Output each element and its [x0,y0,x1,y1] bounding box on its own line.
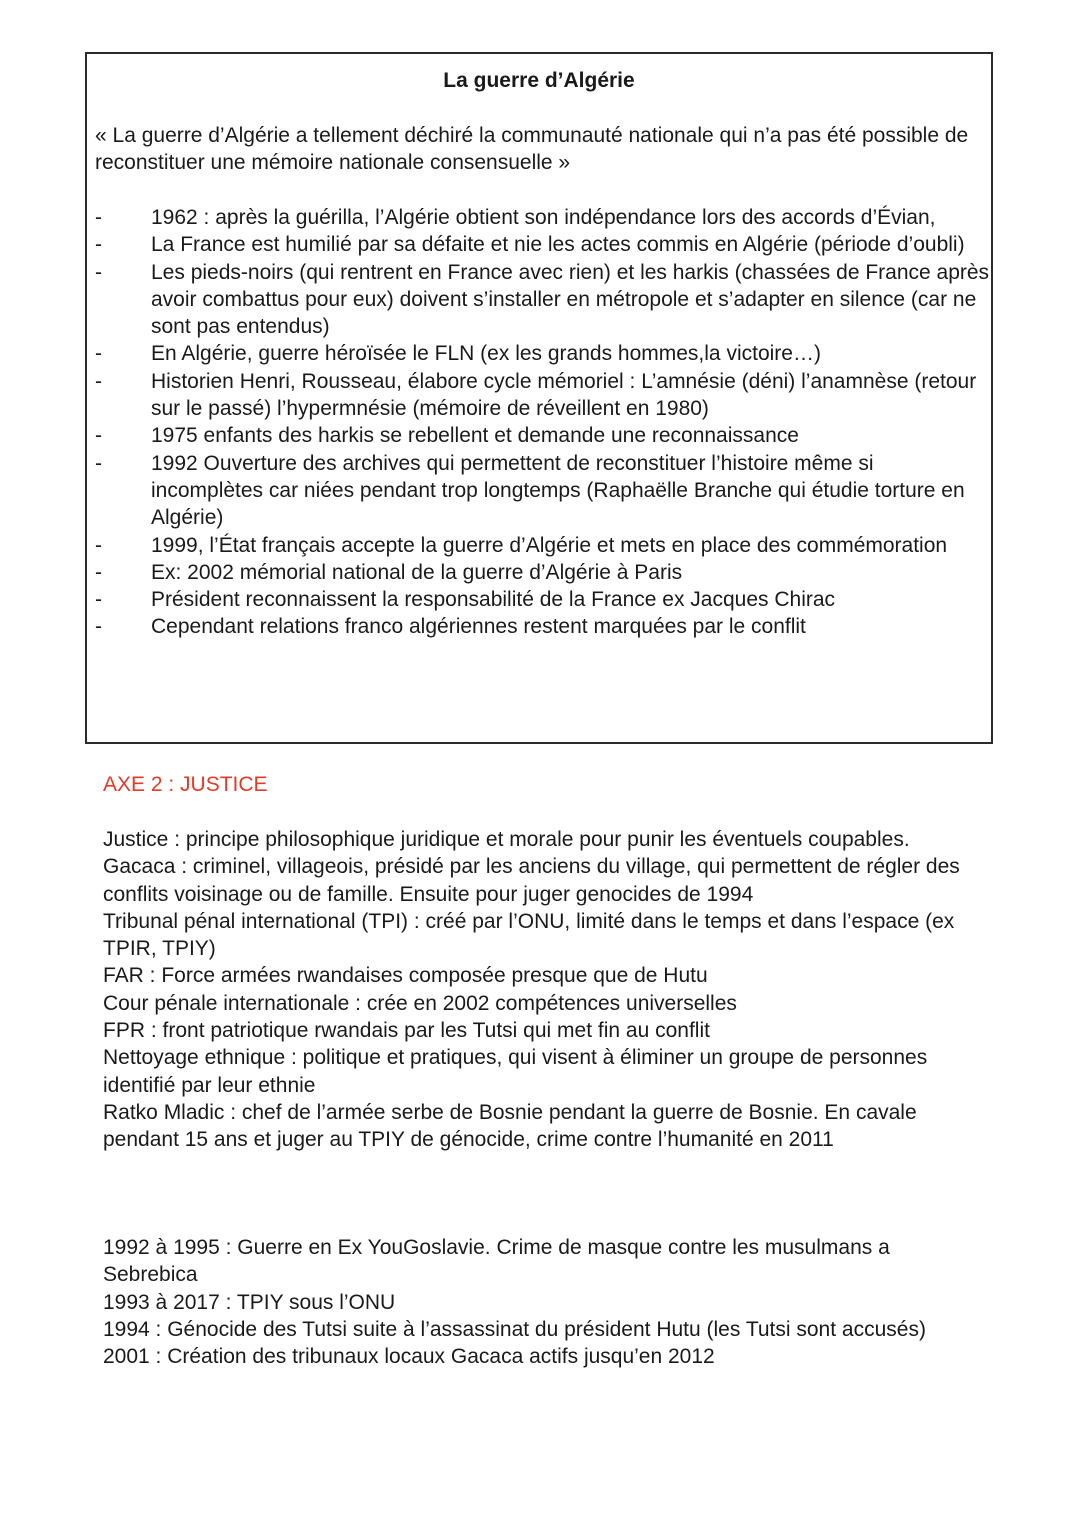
bullet-text: 1999, l’État français accepte la guerre d’Algérie et mets en place des commémoration [151,533,948,557]
bullet-item [95,368,990,423]
definition-item: Gacaca : criminel, villageois, présidé par les anciens du village, qui permettent de régler des conflits voisinage ou de famille. Ensuite pour juger genocides de 1994 [103,855,960,906]
bullet-item [95,559,990,586]
definition-item: Cour pénale internationale : crée en 2002 compétences universelles [103,991,737,1015]
bullet-item [95,259,990,341]
bullet-text: En Algérie, guerre héroïsée le FLN (ex les grands hommes,la victoire…) [151,342,821,366]
bullet-dash: - [95,533,102,557]
definition-item: Nettoyage ethnique : politique et pratiques, qui visent à éliminer un groupe de personnes identifié par leur ethnie [103,1046,928,1097]
bullet-text: 1975 enfants des harkis se rebellent et demande une reconnaissance [151,424,799,448]
bullet-item [95,586,990,613]
timeline-block [103,1234,983,1370]
bullet-item [95,450,990,532]
bullet-list [95,204,990,641]
definition-item: Justice : principe philosophique juridique et morale pour punir les éventuels coupables. [103,828,910,851]
bullet-dash: - [95,260,102,284]
bullet-text: 1962 : après la guérilla, l’Algérie obtient son indépendance lors des accords d’Évian, [151,206,936,229]
bullet-text: Historien Henri, Rousseau, élabore cycle mémoriel : L’amnésie (déni) l’anamnèse (retour sur le passé) l’hypermnésie (mémoire de réveillent en 1980) [151,369,977,421]
algeria-summary-box [85,52,993,744]
definition-item: Tribunal pénal international (TPI) : créé par l’ONU, limité dans le temps et dans l’espace (ex TPIR, TPIY) [103,909,955,961]
bullet-dash: - [95,451,102,475]
definitions-block [103,826,983,1154]
bullet-text: La France est humilié par sa défaite et nie les actes commis en Algérie (période d’oubli) [151,233,965,257]
bullet-item [95,231,990,258]
definition-item: FPR : front patriotique rwandais par les Tutsi qui met fin au conflit [103,1019,710,1043]
definition-item: FAR : Force armées rwandaises composée presque que de Hutu [103,964,708,988]
bullet-item [95,340,990,367]
timeline-item: 1994 : Génocide des Tutsi suite à l’assassinat du président Hutu (les Tutsi sont accusés) [103,1317,926,1341]
bullet-text: Les pieds-noirs (qui rentrent en France avec rien) et les harkis (chassées de France après avoir combattus pour eux) doivent s’installer en métropole et s’adapter en silence (car ne sont pas entendus) [151,260,990,339]
bullet-item [95,204,990,231]
timeline-item: 2001 : Création des tribunaux locaux Gacaca actifs jusqu’en 2012 [103,1345,715,1369]
bullet-dash: - [95,560,102,584]
box-title: La guerre d’Algérie [443,69,635,92]
section-heading: AXE 2 : JUSTICE [103,773,268,796]
bullet-text: 1992 Ouverture des archives qui permettent de reconstituer l’histoire même si incomplètes car niées pendant trop longtemps (Raphaëlle Branche qui étudie torture en Algérie) [151,451,965,530]
bullet-dash: - [95,206,102,229]
bullet-item [95,422,990,449]
bullet-dash: - [95,615,102,639]
bullet-dash: - [95,424,102,448]
bullet-text: Cependant relations franco algériennes restent marquées par le conflit [151,615,806,639]
bullet-dash: - [95,233,102,257]
bullet-dash: - [95,342,102,366]
timeline-item: 1992 à 1995 : Guerre en Ex YouGoslavie. Crime de masque contre les musulmans a Sebrebica [103,1236,890,1287]
quote: « La guerre d’Algérie a tellement déchiré la communauté nationale qui n’a pas été possible de reconstituer une mémoire nationale consensuelle » [95,124,969,175]
bullet-item [95,613,990,640]
bullet-text: Président reconnaissent la responsabilité de la France ex Jacques Chirac [151,588,836,612]
timeline-item: 1993 à 2017 : TPIY sous l’ONU [103,1290,396,1314]
bullet-dash: - [95,588,102,612]
bullet-item [95,532,990,559]
bullet-dash: - [95,369,102,393]
definition-item: Ratko Mladic : chef de l’armée serbe de Bosnie pendant la guerre de Bosnie. En cavale pendant 15 ans et juger au TPIY de génocide, crime contre l’humanité en 2011 [103,1100,917,1152]
bullet-text: Ex: 2002 mémorial national de la guerre d’Algérie à Paris [151,560,683,584]
